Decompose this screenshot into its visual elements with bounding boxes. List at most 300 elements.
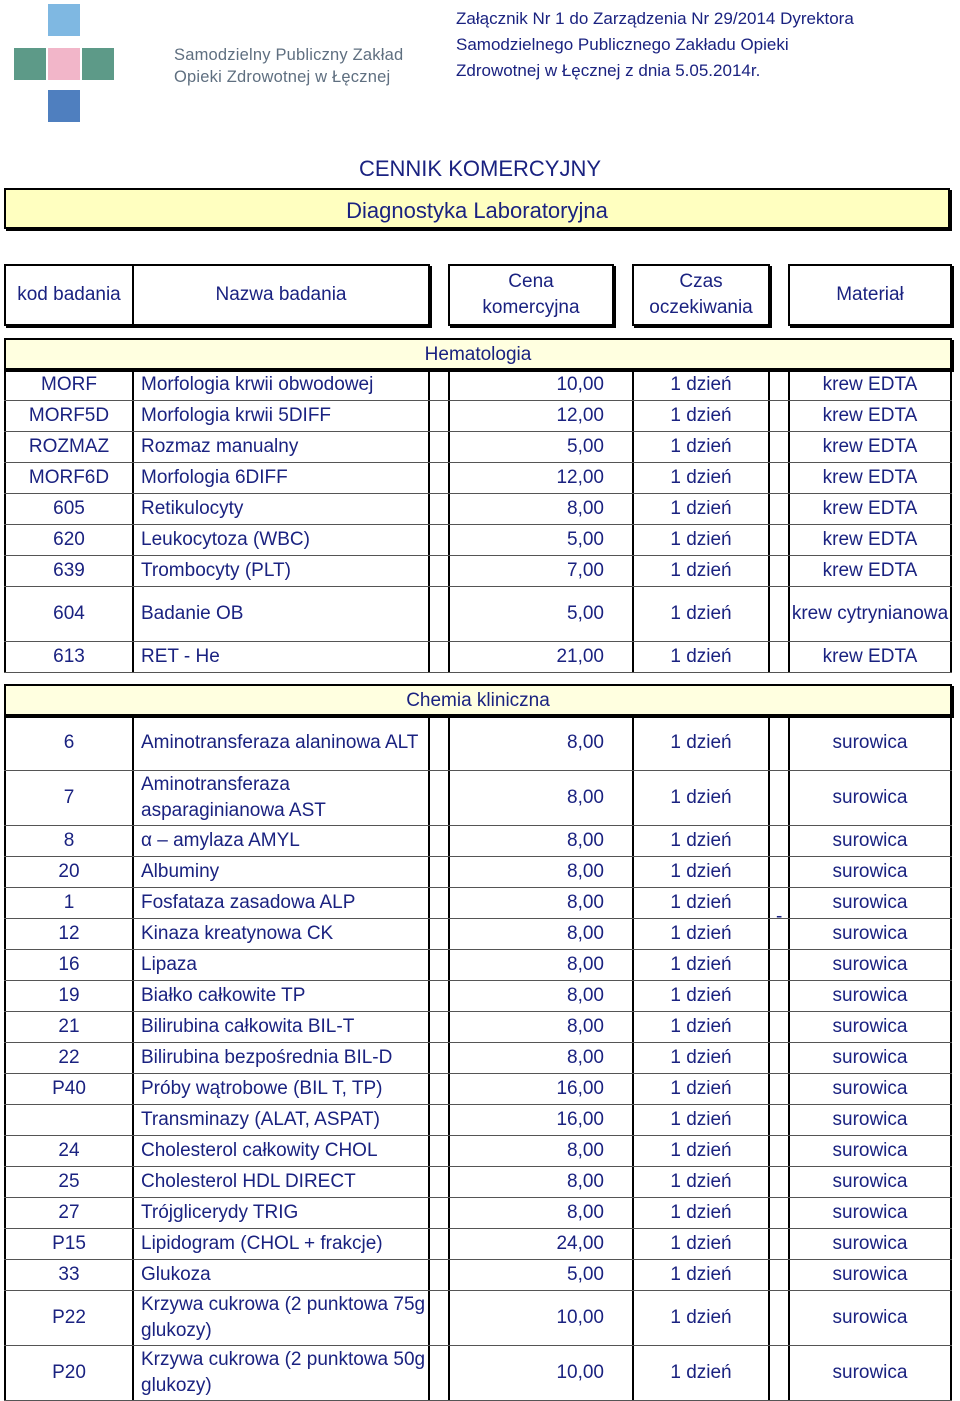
- test-code: [4, 1012, 134, 1042]
- test-material-text: krew EDTA: [822, 560, 918, 581]
- test-wait-time-text: 1 dzień: [670, 923, 732, 944]
- test-name: [134, 1136, 430, 1166]
- test-material: [788, 1043, 952, 1073]
- test-price: [448, 525, 608, 555]
- test-price-text: 8,00: [567, 787, 604, 808]
- test-name: [134, 1012, 430, 1042]
- test-price: [448, 1291, 608, 1345]
- test-wait-time-text: 1 dzień: [670, 1078, 732, 1099]
- test-wait-time-text: 1 dzień: [670, 1171, 732, 1192]
- test-price-text: 10,00: [556, 374, 604, 395]
- test-material-text: surowica: [832, 923, 908, 944]
- test-material: [788, 1074, 952, 1104]
- test-code-text: 22: [58, 1047, 80, 1068]
- test-price-text: 8,00: [567, 892, 604, 913]
- table-row: [4, 1229, 952, 1260]
- test-code-text: 33: [58, 1264, 80, 1285]
- test-material: [788, 771, 952, 825]
- table-row: [4, 771, 952, 826]
- logo-square: [82, 48, 114, 80]
- test-wait-time: [632, 642, 770, 672]
- test-name: [134, 1229, 430, 1259]
- test-price-text: 8,00: [567, 1202, 604, 1223]
- org-line: Opieki Zdrowotnej w Łęcznej: [174, 68, 391, 86]
- test-price: [448, 642, 608, 672]
- test-price: [448, 370, 608, 400]
- test-name: [134, 1291, 430, 1345]
- test-name: [134, 556, 430, 586]
- test-wait-time: [632, 401, 770, 431]
- test-price-text: 21,00: [556, 646, 604, 667]
- test-price-text: 8,00: [567, 985, 604, 1006]
- test-code: [4, 919, 134, 949]
- test-material-text: surowica: [832, 830, 908, 851]
- page-title: CENNIK KOMERCYJNY: [358, 156, 602, 181]
- annex-line: Zdrowotnej w Łęcznej z dnia 5.05.2014r.: [456, 61, 761, 80]
- test-material: [788, 494, 952, 524]
- org-line: Samodzielny Publiczny Zakład: [174, 46, 404, 64]
- test-name-text: Morfologia 6DIFF: [141, 467, 288, 488]
- test-name-text: Morfologia krwii obwodowej: [141, 374, 374, 395]
- test-code: [4, 981, 134, 1011]
- test-price: [448, 401, 608, 431]
- test-material: [788, 401, 952, 431]
- test-name-text: Badanie OB: [141, 603, 244, 624]
- test-name: [134, 494, 430, 524]
- test-code: [4, 888, 134, 918]
- test-wait-time-text: 1 dzień: [670, 1264, 732, 1285]
- test-price: [448, 1198, 608, 1228]
- test-material-text: surowica: [832, 892, 908, 913]
- test-wait-time: [632, 1260, 770, 1290]
- test-price: [448, 771, 608, 825]
- test-code: [4, 1229, 134, 1259]
- test-material-text: surowica: [832, 985, 908, 1006]
- test-name: [134, 1260, 430, 1290]
- test-code-text: 605: [53, 498, 85, 519]
- test-code-text: 27: [58, 1202, 80, 1223]
- column-header-line: Czas: [679, 271, 723, 292]
- test-name: [134, 587, 430, 641]
- test-wait-time: [632, 587, 770, 641]
- dash-mark: -: [776, 906, 783, 927]
- test-price: [448, 888, 608, 918]
- test-material: [788, 888, 952, 918]
- test-price: [448, 1136, 608, 1166]
- table-row: [4, 1012, 952, 1043]
- logo-square: [48, 4, 80, 36]
- test-code-text: 639: [53, 560, 85, 581]
- test-name: [134, 716, 430, 770]
- test-code: [4, 494, 134, 524]
- test-price: [448, 1043, 608, 1073]
- test-code: [4, 1074, 134, 1104]
- test-wait-time: [632, 1198, 770, 1228]
- test-material: [788, 1229, 952, 1259]
- test-name-text: RET - He: [141, 646, 220, 667]
- test-material: [788, 950, 952, 980]
- test-wait-time-text: 1 dzień: [670, 985, 732, 1006]
- test-price-text: 8,00: [567, 1047, 604, 1068]
- column-header-price: [448, 264, 614, 326]
- test-name: [134, 432, 430, 462]
- test-wait-time-text: 1 dzień: [670, 646, 732, 667]
- test-material-text: krew EDTA: [822, 467, 918, 488]
- test-name: [134, 888, 430, 918]
- table-row: [4, 642, 952, 673]
- test-wait-time: [632, 1229, 770, 1259]
- test-material: [788, 642, 952, 672]
- test-wait-time: [632, 556, 770, 586]
- price-table: [4, 716, 952, 1401]
- test-code: [4, 1260, 134, 1290]
- test-price-text: 5,00: [567, 529, 604, 550]
- test-wait-time-text: 1 dzień: [670, 560, 732, 581]
- test-name: [134, 1074, 430, 1104]
- test-code: [4, 1136, 134, 1166]
- test-code: [4, 1167, 134, 1197]
- test-price-text: 10,00: [556, 1307, 604, 1328]
- test-name: [134, 642, 430, 672]
- test-material-text: surowica: [832, 1109, 908, 1130]
- test-wait-time: [632, 370, 770, 400]
- test-name-text: Fosfataza zasadowa ALP: [141, 892, 356, 913]
- table-row: [4, 401, 952, 432]
- test-price-text: 8,00: [567, 861, 604, 882]
- test-name-text: Trombocyty (PLT): [141, 560, 291, 581]
- test-price-text: 8,00: [567, 732, 604, 753]
- test-code-text: P40: [52, 1078, 86, 1099]
- table-row: [4, 888, 952, 919]
- column-header-material: [788, 264, 952, 326]
- test-price-text: 12,00: [556, 467, 604, 488]
- test-name-text: Morfologia krwii 5DIFF: [141, 405, 332, 426]
- test-price: [448, 981, 608, 1011]
- test-wait-time: [632, 771, 770, 825]
- table-row: [4, 981, 952, 1012]
- test-material-text: krew EDTA: [822, 405, 918, 426]
- test-code: [4, 826, 134, 856]
- test-material-text: surowica: [832, 1140, 908, 1161]
- test-code-text: 7: [63, 787, 75, 808]
- test-price-text: 8,00: [567, 1140, 604, 1161]
- test-name-text: Transminazy (ALAT, ASPAT): [141, 1109, 380, 1130]
- test-code: [4, 642, 134, 672]
- test-name-text: Bilirubina bezpośrednia BIL-D: [141, 1047, 393, 1068]
- test-code: [4, 401, 134, 431]
- test-price: [448, 494, 608, 524]
- table-row: [4, 370, 952, 401]
- test-code-text: 19: [58, 985, 80, 1006]
- test-code-text: 24: [58, 1140, 80, 1161]
- column-header-line: komercyjna: [482, 297, 580, 318]
- test-name: [134, 463, 430, 493]
- table-row: [4, 1346, 952, 1401]
- test-code: [4, 1198, 134, 1228]
- test-price-text: 7,00: [567, 560, 604, 581]
- test-wait-time: [632, 1136, 770, 1166]
- test-code: [4, 716, 134, 770]
- logo-square: [48, 90, 80, 122]
- test-wait-time-text: 1 dzień: [670, 787, 732, 808]
- test-code-text: 613: [53, 646, 85, 667]
- table-row: [4, 826, 952, 857]
- section-title: Hematologia: [424, 344, 532, 365]
- test-name: [134, 1043, 430, 1073]
- test-name-text: Kinaza kreatynowa CK: [141, 923, 334, 944]
- table-row: [4, 1043, 952, 1074]
- table-row: [4, 525, 952, 556]
- test-wait-time: [632, 888, 770, 918]
- test-material-text: surowica: [832, 861, 908, 882]
- column-header-label: Nazwa badania: [215, 284, 347, 305]
- test-material-text: surowica: [832, 1264, 908, 1285]
- test-wait-time-text: 1 dzień: [670, 732, 732, 753]
- test-wait-time-text: 1 dzień: [670, 1362, 732, 1383]
- test-code-text: 604: [53, 603, 85, 624]
- test-code: [4, 587, 134, 641]
- test-material: [788, 1291, 952, 1345]
- test-material-text: krew EDTA: [822, 646, 918, 667]
- test-name: [134, 919, 430, 949]
- test-name-text: Białko całkowite TP: [141, 985, 306, 1006]
- test-material-text: surowica: [832, 1233, 908, 1254]
- table-row: [4, 857, 952, 888]
- test-material-text: krew EDTA: [822, 529, 918, 550]
- test-code: [4, 432, 134, 462]
- test-wait-time-text: 1 dzień: [670, 529, 732, 550]
- test-code-text: P20: [52, 1362, 86, 1383]
- price-table: [4, 370, 952, 673]
- test-material: [788, 432, 952, 462]
- test-material: [788, 1136, 952, 1166]
- test-wait-time: [632, 1346, 770, 1400]
- test-name-text: Glukoza: [141, 1264, 211, 1285]
- test-wait-time-text: 1 dzień: [670, 1202, 732, 1223]
- test-material-text: surowica: [832, 1362, 908, 1383]
- organization-name: [174, 44, 403, 88]
- test-code: [4, 1043, 134, 1073]
- table-row: [4, 1260, 952, 1291]
- test-price-text: 5,00: [567, 1264, 604, 1285]
- test-name: [134, 401, 430, 431]
- test-name: [134, 857, 430, 887]
- test-wait-time: [632, 1074, 770, 1104]
- test-name-text: Próby wątrobowe (BIL T, TP): [141, 1078, 383, 1099]
- test-code-text: ROZMAZ: [28, 436, 110, 457]
- test-material-text: surowica: [832, 1078, 908, 1099]
- test-name-text: Cholesterol całkowity CHOL: [141, 1140, 378, 1161]
- test-name: [134, 370, 430, 400]
- test-wait-time: [632, 1012, 770, 1042]
- test-material-text: krew cytrynianowa: [791, 603, 949, 624]
- test-name: [134, 950, 430, 980]
- test-code: [4, 950, 134, 980]
- column-header-code: [4, 264, 134, 326]
- table-row: [4, 1291, 952, 1346]
- test-wait-time: [632, 981, 770, 1011]
- test-code: [4, 1291, 134, 1345]
- test-code-text: 1: [63, 892, 75, 913]
- test-material: [788, 857, 952, 887]
- test-wait-time: [632, 1043, 770, 1073]
- test-code-text: 25: [58, 1171, 80, 1192]
- test-price-text: 24,00: [556, 1233, 604, 1254]
- test-price: [448, 826, 608, 856]
- test-wait-time-text: 1 dzień: [670, 467, 732, 488]
- test-name-text: Lipaza: [141, 954, 197, 975]
- test-material-text: krew EDTA: [822, 374, 918, 395]
- test-wait-time-text: 1 dzień: [670, 1233, 732, 1254]
- test-wait-time: [632, 1167, 770, 1197]
- test-material-text: krew EDTA: [822, 436, 918, 457]
- annex-line: Samodzielnego Publicznego Zakładu Opieki: [456, 35, 789, 54]
- logo: [8, 4, 428, 128]
- test-code-text: MORF: [41, 374, 97, 395]
- table-row: [4, 919, 952, 950]
- test-code-text: P22: [52, 1307, 86, 1328]
- test-material: [788, 1105, 952, 1135]
- test-material: [788, 826, 952, 856]
- test-wait-time-text: 1 dzień: [670, 374, 732, 395]
- test-code: [4, 463, 134, 493]
- table-row: [4, 1105, 952, 1136]
- test-code-text: 20: [58, 861, 80, 882]
- test-name-text: Trójglicerydy TRIG: [141, 1202, 299, 1223]
- test-material-text: surowica: [832, 787, 908, 808]
- column-header-label: Materiał: [836, 284, 904, 305]
- test-material-text: surowica: [832, 1202, 908, 1223]
- test-code: [4, 1346, 134, 1400]
- test-material: [788, 919, 952, 949]
- test-price-text: 10,00: [556, 1362, 604, 1383]
- test-wait-time: [632, 463, 770, 493]
- test-wait-time: [632, 494, 770, 524]
- test-material-text: krew EDTA: [822, 498, 918, 519]
- test-wait-time-text: 1 dzień: [670, 405, 732, 426]
- test-price: [448, 556, 608, 586]
- test-code: [4, 525, 134, 555]
- test-price: [448, 1167, 608, 1197]
- test-name: [134, 1167, 430, 1197]
- table-row: [4, 1074, 952, 1105]
- test-wait-time: [632, 432, 770, 462]
- test-wait-time: [632, 525, 770, 555]
- page-subtitle: Diagnostyka Laboratoryjna: [4, 188, 950, 229]
- test-price: [448, 1074, 608, 1104]
- test-price: [448, 587, 608, 641]
- test-name-text: Krzywa cukrowa (2 punktowa 75g glukozy): [141, 1294, 426, 1341]
- test-price-text: 8,00: [567, 498, 604, 519]
- test-name: [134, 1105, 430, 1135]
- test-price-text: 16,00: [556, 1109, 604, 1130]
- test-code: [4, 1105, 134, 1135]
- test-code-text: 6: [63, 732, 75, 753]
- test-name-text: Aminotransferaza alaninowa ALT: [141, 732, 419, 753]
- test-wait-time-text: 1 dzień: [670, 603, 732, 624]
- test-material: [788, 587, 952, 641]
- test-material: [788, 370, 952, 400]
- test-code: [4, 556, 134, 586]
- test-name-text: Bilirubina całkowita BIL-T: [141, 1016, 355, 1037]
- test-name: [134, 771, 430, 825]
- test-material: [788, 1260, 952, 1290]
- test-material: [788, 1012, 952, 1042]
- test-price: [448, 919, 608, 949]
- test-code: [4, 370, 134, 400]
- test-code-text: MORF6D: [28, 467, 110, 488]
- test-price: [448, 1012, 608, 1042]
- test-price-text: 5,00: [567, 436, 604, 457]
- test-price: [448, 1260, 608, 1290]
- test-material: [788, 463, 952, 493]
- test-code-text: 16: [58, 954, 80, 975]
- table-row: [4, 1167, 952, 1198]
- test-price: [448, 1346, 608, 1400]
- test-material-text: surowica: [832, 1016, 908, 1037]
- test-wait-time-text: 1 dzień: [670, 1109, 732, 1130]
- test-name-text: Aminotransferaza asparaginianowa AST: [141, 774, 326, 821]
- table-row: [4, 1136, 952, 1167]
- test-price-text: 8,00: [567, 830, 604, 851]
- column-header-label: [482, 269, 579, 321]
- test-code-text: 12: [58, 923, 80, 944]
- annex-line: Załącznik Nr 1 do Zarządzenia Nr 29/2014 Dyrektora: [456, 9, 854, 28]
- test-wait-time-text: 1 dzień: [670, 861, 732, 882]
- test-price: [448, 1105, 608, 1135]
- test-name-text: α – amylaza AMYL: [141, 830, 300, 851]
- test-wait-time-text: 1 dzień: [670, 436, 732, 457]
- test-code-text: MORF5D: [28, 405, 110, 426]
- test-name-text: Leukocytoza (WBC): [141, 529, 310, 550]
- test-wait-time: [632, 826, 770, 856]
- test-code-text: P15: [52, 1233, 86, 1254]
- test-price-text: 5,00: [567, 603, 604, 624]
- test-material-text: surowica: [832, 1047, 908, 1068]
- test-wait-time-text: 1 dzień: [670, 954, 732, 975]
- test-price-text: 8,00: [567, 954, 604, 975]
- test-price: [448, 716, 608, 770]
- test-material: [788, 716, 952, 770]
- table-row: [4, 432, 952, 463]
- column-header-name: [132, 264, 430, 326]
- test-material-text: surowica: [832, 1307, 908, 1328]
- column-header-label: [649, 269, 753, 321]
- test-wait-time-text: 1 dzień: [670, 892, 732, 913]
- test-wait-time-text: 1 dzień: [670, 498, 732, 519]
- test-wait-time: [632, 1291, 770, 1345]
- test-code-text: 8: [63, 830, 75, 851]
- test-name: [134, 1346, 430, 1400]
- logo-square: [14, 48, 46, 80]
- test-name: [134, 826, 430, 856]
- test-name-text: Albuminy: [141, 861, 220, 882]
- test-code: [4, 857, 134, 887]
- test-code-text: 620: [53, 529, 85, 550]
- test-wait-time: [632, 857, 770, 887]
- table-row: [4, 1198, 952, 1229]
- table-row: [4, 463, 952, 494]
- test-material-text: surowica: [832, 732, 908, 753]
- test-price: [448, 463, 608, 493]
- section-title: Chemia kliniczna: [406, 690, 550, 711]
- test-price-text: 8,00: [567, 923, 604, 944]
- logo-square: [48, 48, 80, 80]
- test-material: [788, 556, 952, 586]
- test-material-text: surowica: [832, 1171, 908, 1192]
- test-code: [4, 771, 134, 825]
- table-row: [4, 716, 952, 771]
